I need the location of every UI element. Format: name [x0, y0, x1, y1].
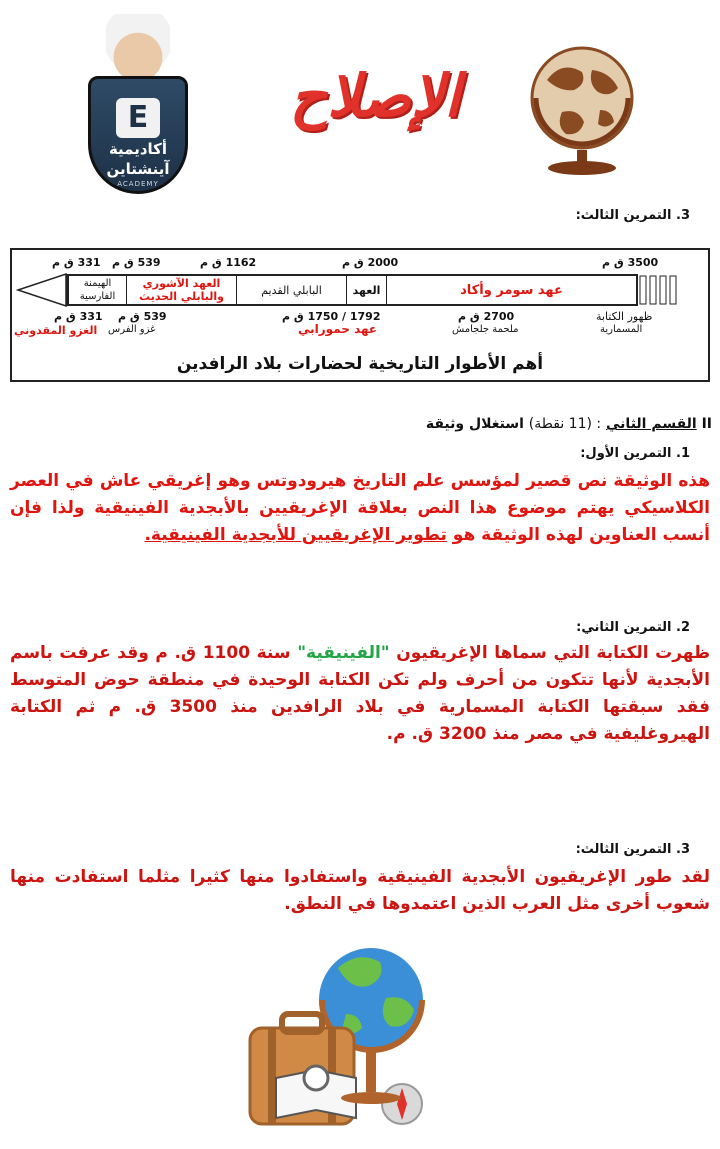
top-date-4: 331 ق م [52, 256, 101, 269]
timeline-box [10, 248, 710, 382]
segment-assyrian-neobabylonian: العهد الآشوري والبابلي الحديث [126, 276, 236, 304]
bottom-sub-1: ملحمة جلجامش [452, 324, 519, 335]
exercise2-text-a: ظهرت الكتابة التي سماها الإغريقيون [396, 643, 711, 663]
bottom-date-2: 1792 / 1750 ق م [282, 310, 381, 323]
bottom-date-4: 331 ق م [54, 310, 103, 323]
exercise2-text-b: سنة 1100 ق. م وقد عرفت باسم الأبجدية لأنها تتكون من أحرف ولم تكن الكتابة الوحيدة في منطقة حوض المتوسط فقد سبقتها الكتابة المسمارية في بلاد الرافدين منذ 3500 ق. م ثم الكتابة الهيروغليفية في مصر منذ 3200 ق. م. [10, 643, 710, 744]
page-title: الإصلاح [289, 62, 461, 130]
exercise2-green: "الفينيقية" [297, 643, 390, 663]
bottom-date-1: 2700 ق م [458, 310, 515, 323]
part2-title: القسم الثاني [606, 416, 697, 432]
exercise1-text: هذه الوثيقة نص قصير لمؤسس علم التاريخ هيرودوتس وهو إغريقي عاش في العصر الكلاسيكي يهتم موضوع هذا النص بعلاقة الإغريقيين بالأبجدية الفينيقية ولذا فإن أنسب العناوين لهذه الوثيقة هو [10, 471, 710, 545]
top-date-1: 2000 ق م [342, 256, 399, 269]
exercise1-answer [10, 468, 710, 549]
top-date-2: 1162 ق م [200, 256, 257, 269]
exercise3-answer: لقد طور الإغريقيون الأبجدية الفينيقية واستفادوا منها كثيرا مثلما استفادت منها شعوب أخرى مثل العرب الذين اعتمدوها في النطق. [10, 867, 710, 914]
bottom-label-0: ظهور الكتابة [596, 310, 653, 323]
timeline-caption: أهم الأطوار التاريخية لحضارات بلاد الرافدين [176, 354, 544, 374]
logo-line2: آينشتاين [106, 160, 170, 178]
segment-sumer-akkad: عهد سومر وأكاد [386, 276, 636, 304]
exercise2-label: 2. التمرين الثاني: [576, 620, 690, 635]
part2-heading [426, 416, 712, 432]
segment-persian: الهيمنة الفارسية [68, 276, 126, 304]
bottom-date-3: 539 ق م [118, 310, 167, 323]
page-header [0, 0, 720, 200]
top-date-0: 3500 ق م [602, 256, 659, 269]
segment-old-babylonian: البابلي القديم [236, 276, 346, 304]
einstein-logo-icon [78, 14, 198, 194]
logo-line3: ACADEMY [117, 180, 159, 188]
segment-era: العهد [346, 276, 386, 304]
arrow-left-icon [16, 272, 70, 308]
exercise1-underlined: تطوير الإغريقيين للأبجدية الفينيقية. [144, 525, 447, 545]
exercise1-label: 1. التمرين الأول: [580, 446, 690, 461]
timeline-bar [66, 274, 638, 306]
globe-suitcase-icon [246, 928, 456, 1132]
globe-icon [522, 40, 640, 180]
part2-points: : (11 نقطة) [528, 416, 602, 432]
bottom-sub-3: غزو الفرس [108, 324, 156, 335]
logo-line1: أكاديمية [108, 140, 168, 158]
exercise2-answer [10, 640, 710, 748]
exercise3-label: 3. التمرين الثالث: [575, 842, 690, 857]
bottom-sub-4: الغزو المقدوني [14, 324, 98, 337]
timeline-exercise-label: 3. التمرين الثالث: [575, 208, 690, 223]
timeline-tail-icon [638, 274, 682, 306]
bottom-sub-2: عهد حمورابي [298, 322, 378, 336]
top-date-3: 539 ق م [112, 256, 161, 269]
part2-roman: II [701, 416, 712, 432]
bottom-sub-0: المسمارية [600, 324, 643, 335]
logo-letter: E [116, 98, 160, 138]
part2-rest: استغلال وثيقة [425, 416, 524, 432]
